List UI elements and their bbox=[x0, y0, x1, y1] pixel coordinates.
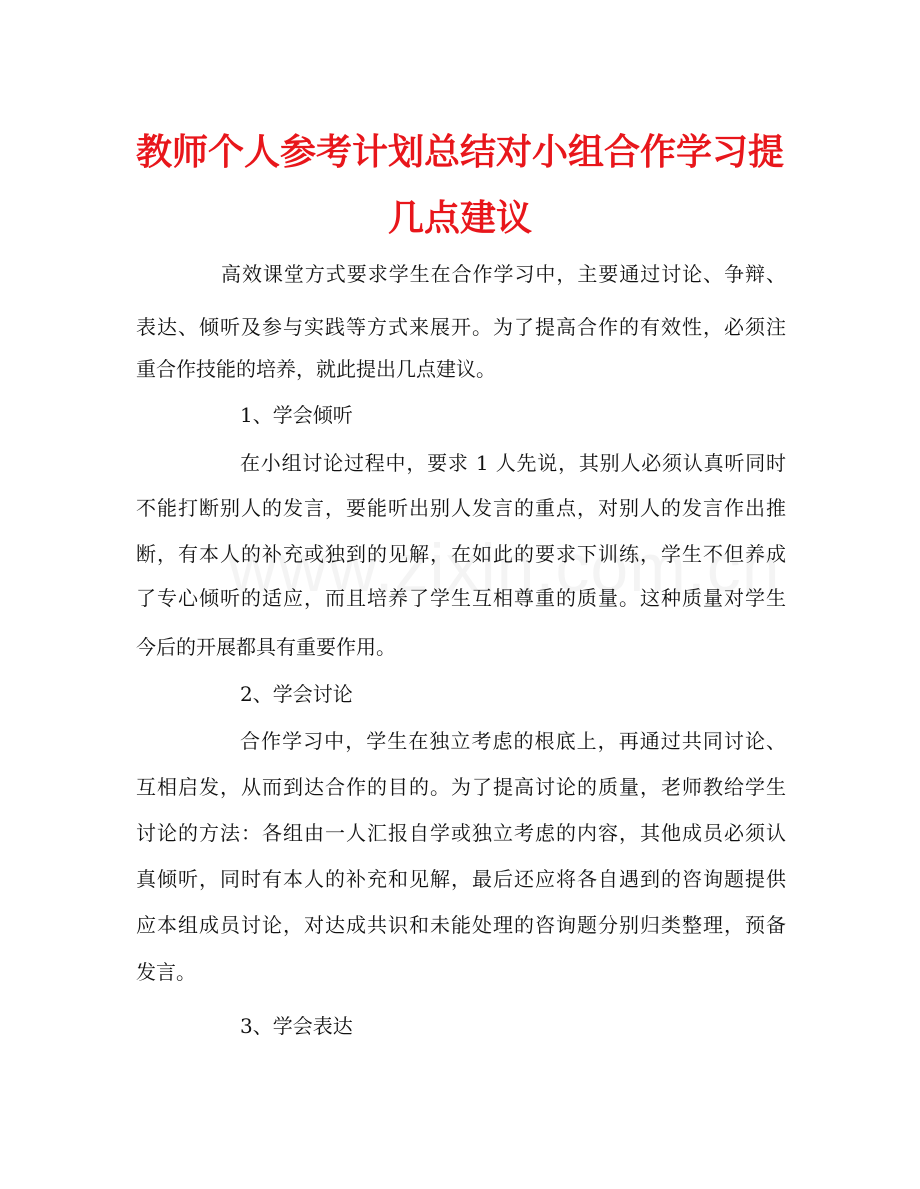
paragraph-line: 合作学习中，学生在独立考虑的根底上，再通过共同讨论、 bbox=[240, 729, 786, 753]
paragraph-line: 互相启发，从而到达合作的目的。为了提高讨论的质量，老师教给学生 bbox=[136, 775, 786, 799]
paragraph-line: 高效课堂方式要求学生在合作学习中，主要通过讨论、争辩、 bbox=[221, 262, 786, 286]
paragraph-line: 表达、倾听及参与实践等方式来展开。为了提高合作的有效性，必须注 bbox=[136, 315, 786, 339]
paragraph-line: 在小组讨论过程中，要求 1 人先说，其别人必须认真听同时 bbox=[240, 451, 786, 475]
paragraph-line: 应本组成员讨论，对达成共识和未能处理的咨询题分别归类整理，预备 bbox=[136, 913, 786, 937]
paragraph-line: 今后的开展都具有重要作用。 bbox=[136, 635, 396, 659]
paragraph-line: 发言。 bbox=[136, 960, 196, 984]
paragraph-line: 断，有本人的补充或独到的见解，在如此的要求下训练，学生不但养成 bbox=[136, 542, 786, 566]
section-heading-1: 1、学会倾听 bbox=[240, 403, 353, 427]
document-title-line-1: 教师个人参考计划总结对小组合作学习提 bbox=[135, 132, 784, 173]
paragraph-line: 了专心倾听的适应，而且培养了学生互相尊重的质量。这种质量对学生 bbox=[136, 586, 786, 610]
paragraph-line: 真倾听，同时有本人的补充和见解，最后还应将各自遇到的咨询题提供 bbox=[136, 867, 786, 891]
paragraph-line: 讨论的方法：各组由一人汇报自学或独立考虑的内容，其他成员必须认 bbox=[136, 821, 786, 845]
paragraph-line: 不能打断别人的发言，要能听出别人发言的重点，对别人的发言作出推 bbox=[136, 496, 786, 520]
document-title-line-2: 几点建议 bbox=[387, 198, 532, 239]
section-heading-3: 3、学会表达 bbox=[240, 1014, 353, 1038]
section-heading-2: 2、学会讨论 bbox=[240, 682, 353, 706]
paragraph-line: 重合作技能的培养，就此提出几点建议。 bbox=[136, 357, 496, 381]
